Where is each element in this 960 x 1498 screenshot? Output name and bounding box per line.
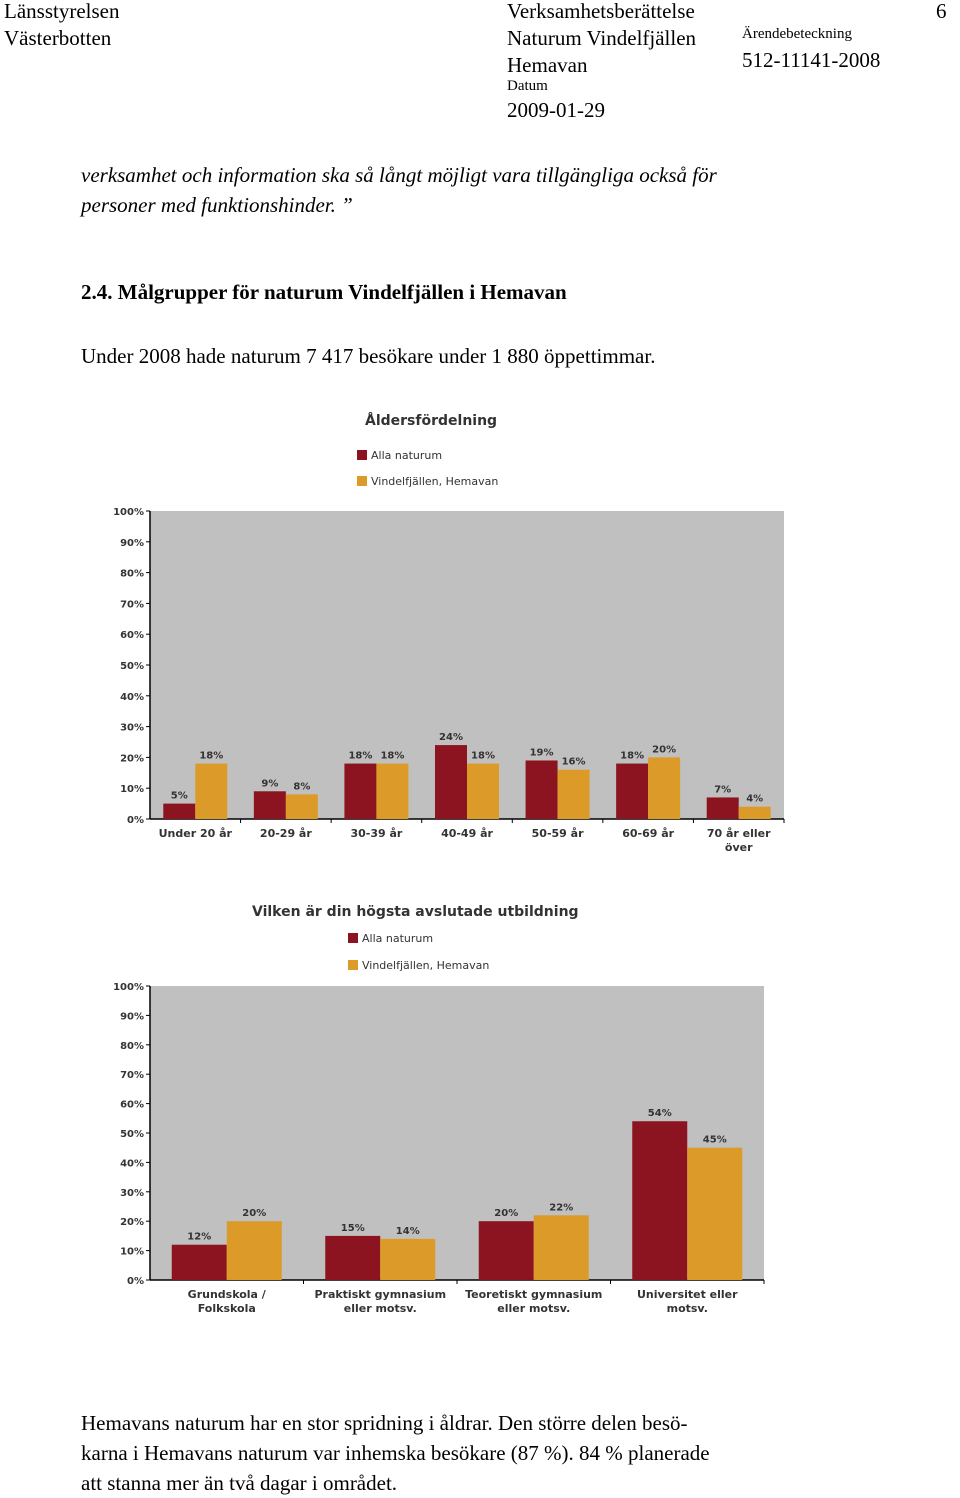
chart-title: Vilken är din högsta avslutade utbildning bbox=[252, 904, 579, 920]
bar bbox=[467, 764, 499, 819]
y-tick-label: 40% bbox=[120, 691, 144, 703]
data-label: 8% bbox=[293, 781, 311, 793]
y-tick-label: 100% bbox=[113, 507, 144, 518]
y-tick-label: 90% bbox=[120, 1011, 144, 1023]
x-tick-label: Universitet eller bbox=[636, 1288, 738, 1301]
data-label: 20% bbox=[652, 744, 677, 756]
x-tick-label: eller motsv. bbox=[497, 1302, 571, 1315]
x-tick-label: 20-29 år bbox=[259, 827, 312, 840]
data-label: 18% bbox=[620, 750, 645, 762]
data-label: 12% bbox=[187, 1231, 212, 1243]
data-label: 14% bbox=[395, 1225, 420, 1237]
bar bbox=[227, 1221, 282, 1280]
legend-swatch bbox=[357, 450, 367, 460]
bar bbox=[479, 1221, 534, 1280]
x-tick-label: motsv. bbox=[666, 1302, 708, 1315]
bar bbox=[163, 804, 195, 819]
y-tick-label: 60% bbox=[120, 1099, 144, 1111]
intro-line1: verksamhet och information ska så långt möjligt vara tillgängliga också för bbox=[81, 163, 717, 187]
bar bbox=[286, 794, 318, 819]
bar bbox=[172, 1245, 227, 1280]
x-tick-label: 40-49 år bbox=[441, 827, 493, 840]
org-name-line1: Länsstyrelsen bbox=[4, 0, 120, 23]
data-label: 18% bbox=[199, 750, 224, 762]
y-tick-label: 90% bbox=[120, 537, 144, 549]
data-label: 18% bbox=[471, 750, 495, 762]
reference-value: 512-11141-2008 bbox=[742, 48, 881, 72]
bar bbox=[195, 764, 227, 819]
closing-line1: Hemavans naturum har en stor spridning i åldrar. Den större delen besö- bbox=[81, 1411, 688, 1435]
bar bbox=[526, 760, 558, 819]
legend-label: Vindelfjällen, Hemavan bbox=[371, 475, 499, 488]
data-label: 18% bbox=[380, 750, 405, 762]
y-tick-label: 20% bbox=[120, 1217, 144, 1229]
bar bbox=[376, 764, 408, 819]
bar bbox=[632, 1121, 687, 1280]
legend-label: Alla naturum bbox=[362, 932, 434, 945]
closing-line3: att stanna mer än två dagar i området. bbox=[81, 1471, 398, 1495]
education-chart bbox=[100, 892, 800, 1322]
y-tick-label: 50% bbox=[120, 1129, 144, 1140]
legend-swatch bbox=[357, 476, 367, 486]
data-label: 24% bbox=[439, 732, 463, 744]
bar bbox=[739, 807, 771, 819]
data-label: 7% bbox=[714, 784, 732, 796]
x-tick-label: 30-39 år bbox=[350, 827, 403, 840]
data-label: 22% bbox=[549, 1202, 574, 1214]
org-name-line2: Västerbotten bbox=[4, 26, 112, 50]
age-distribution-chart bbox=[100, 400, 800, 865]
data-label: 18% bbox=[348, 750, 373, 762]
y-tick-label: 60% bbox=[120, 630, 144, 642]
x-tick-label: 70 år eller bbox=[706, 827, 771, 840]
data-label: 20% bbox=[242, 1208, 267, 1220]
y-tick-label: 0% bbox=[127, 1276, 144, 1287]
y-tick-label: 10% bbox=[120, 1246, 144, 1258]
section-number: 2.4. bbox=[81, 280, 113, 304]
legend-label: Alla naturum bbox=[371, 449, 443, 462]
y-tick-label: 70% bbox=[120, 1070, 144, 1082]
bar bbox=[254, 791, 286, 819]
data-label: 16% bbox=[561, 756, 586, 768]
x-tick-label: 50-59 år bbox=[531, 827, 584, 840]
data-label: 4% bbox=[746, 793, 764, 805]
bar bbox=[616, 764, 648, 819]
subject-line1: Naturum Vindelfjällen bbox=[507, 26, 697, 50]
bar bbox=[687, 1148, 742, 1280]
y-tick-label: 20% bbox=[120, 753, 144, 765]
legend-label: Vindelfjällen, Hemavan bbox=[362, 959, 490, 972]
bar bbox=[380, 1239, 435, 1280]
x-tick-label: Praktiskt gymnasium bbox=[314, 1288, 447, 1301]
page-number: 6 bbox=[936, 0, 947, 23]
y-tick-label: 0% bbox=[127, 815, 144, 826]
section-heading bbox=[81, 280, 567, 305]
x-tick-label: över bbox=[724, 841, 753, 854]
section-paragraph: Under 2008 hade naturum 7 417 besökare under 1 880 öppettimmar. bbox=[81, 344, 656, 368]
x-tick-label: eller motsv. bbox=[343, 1302, 417, 1315]
section-title: Målgrupper för naturum Vindelfjällen i Hemavan bbox=[117, 280, 567, 304]
y-tick-label: 30% bbox=[120, 1187, 144, 1199]
x-tick-label: Teoretiskt gymnasium bbox=[465, 1288, 603, 1301]
bar bbox=[344, 764, 376, 819]
bar bbox=[325, 1236, 380, 1280]
y-tick-label: 80% bbox=[120, 568, 144, 580]
x-tick-label: Under 20 år bbox=[158, 827, 232, 840]
data-label: 9% bbox=[261, 778, 279, 790]
data-label: 54% bbox=[647, 1108, 672, 1120]
x-tick-label: Folkskola bbox=[197, 1302, 256, 1315]
x-tick-label: 60-69 år bbox=[622, 827, 675, 840]
data-label: 15% bbox=[340, 1222, 365, 1234]
x-tick-label: Grundskola / bbox=[187, 1288, 266, 1301]
data-label: 19% bbox=[529, 747, 554, 759]
bar bbox=[648, 757, 680, 819]
y-tick-label: 50% bbox=[120, 661, 144, 672]
bar bbox=[707, 797, 739, 819]
document-type: Verksamhetsberättelse bbox=[507, 0, 695, 23]
data-label: 45% bbox=[702, 1134, 727, 1146]
date-value: 2009-01-29 bbox=[507, 98, 605, 122]
y-tick-label: 80% bbox=[120, 1040, 144, 1052]
reference-label: Ärendebeteckning bbox=[742, 26, 852, 42]
y-tick-label: 100% bbox=[113, 982, 144, 993]
data-label: 5% bbox=[170, 790, 188, 802]
bar bbox=[435, 745, 467, 819]
chart-title: Åldersfördelning bbox=[365, 413, 498, 429]
y-tick-label: 40% bbox=[120, 1158, 144, 1170]
data-label: 20% bbox=[494, 1208, 519, 1220]
y-tick-label: 30% bbox=[120, 722, 144, 734]
legend-swatch bbox=[348, 960, 358, 970]
legend-swatch bbox=[348, 933, 358, 943]
y-tick-label: 70% bbox=[120, 599, 144, 611]
closing-line2: karna i Hemavans naturum var inhemska besökare (87 %). 84 % planerade bbox=[81, 1441, 710, 1465]
intro-line2: personer med funktionshinder. ” bbox=[81, 193, 353, 217]
bar bbox=[558, 770, 590, 819]
subject-line2: Hemavan bbox=[507, 53, 588, 77]
date-label: Datum bbox=[507, 78, 548, 94]
bar bbox=[534, 1215, 589, 1280]
y-tick-label: 10% bbox=[120, 784, 144, 796]
